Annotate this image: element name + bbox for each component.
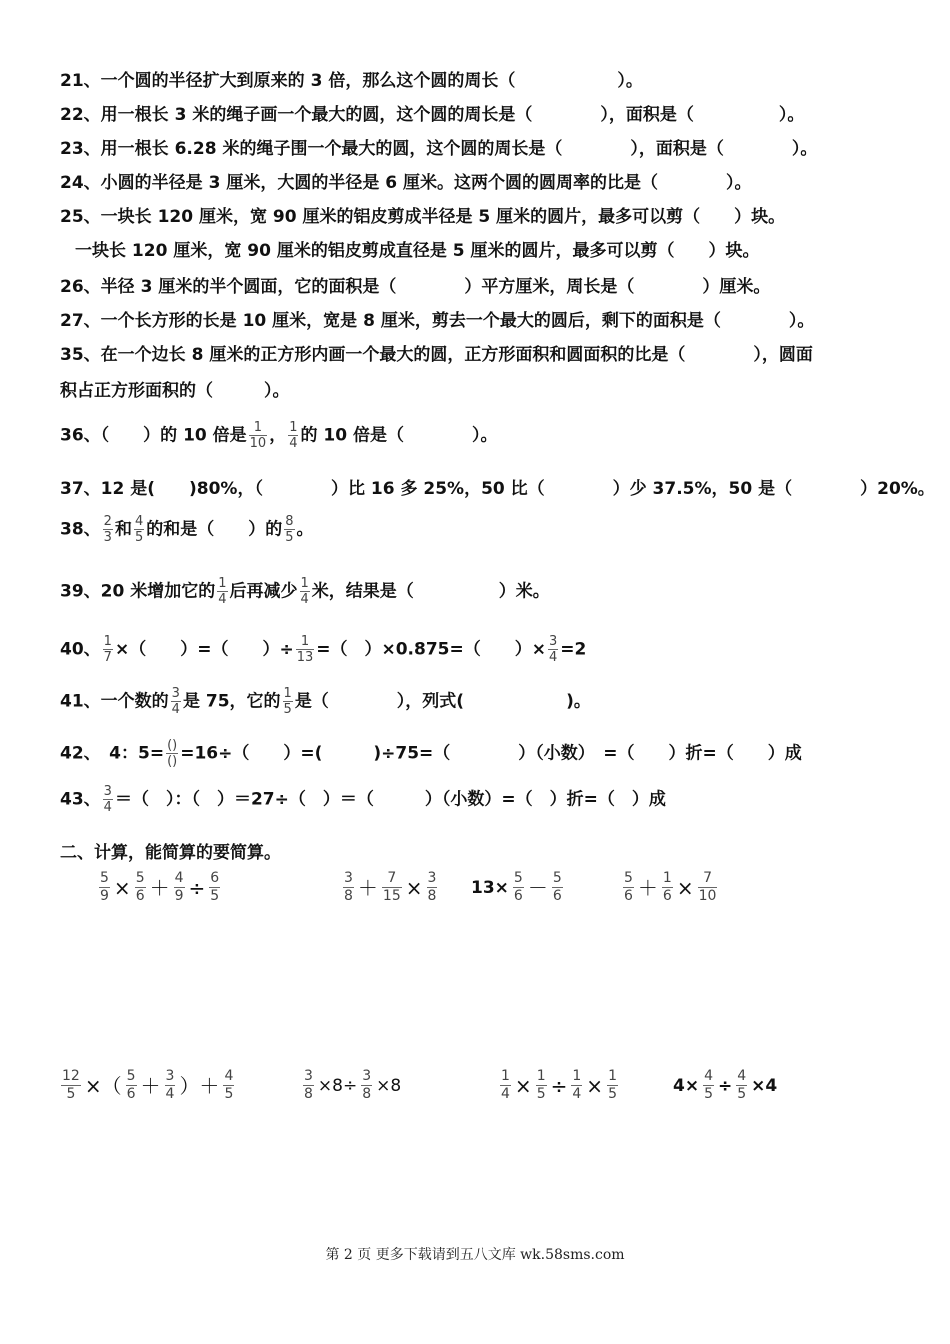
calc-expression-6 — [300, 1068, 402, 1103]
operator: ×8÷ — [317, 1075, 358, 1096]
question-35b: 积占正方形面积的（ ）。 — [60, 381, 290, 401]
fraction-8-5: $\frac{8}{5}$ — [285, 514, 294, 545]
fraction-3-4: $\frac{3}{4}$ — [171, 686, 180, 717]
fraction: $\frac{3}{4}$ — [165, 1068, 175, 1102]
fraction: $\frac{5}{6}$ — [624, 870, 633, 904]
section-heading: 二、计算，能简算的要简算。 — [60, 843, 281, 863]
fraction: $\frac{5}{6}$ — [552, 870, 562, 904]
question-39: 39、20 米增加它的 $\frac{1}{4}$ 后再减少 $\frac{1}{4}$ 米，结果是（ ）米。 — [60, 576, 550, 607]
fraction: $\frac{3}{8}$ — [362, 1068, 372, 1102]
calc-expression-7 — [497, 1068, 621, 1103]
fraction: $\frac{6}{5}$ — [210, 870, 220, 904]
fraction: $\frac{3}{8}$ — [427, 870, 437, 904]
fraction-3-4: $\frac{3}{4}$ — [103, 784, 112, 815]
question-40: 40、 $\frac{1}{7}$ ×（ ）=（ ）÷ $\frac{1}{13}$ =（ ）×0.875=（ ）× $\frac{3}{4}$ =2 — [60, 634, 587, 665]
fraction: $\frac{4}{5}$ — [737, 1068, 747, 1102]
fraction-1-7: $\frac{1}{7}$ — [103, 634, 112, 665]
fraction: $\frac{7}{10}$ — [698, 870, 717, 904]
fraction: $\frac{1}{4}$ — [572, 1068, 582, 1102]
question-42: 42、 4：5= () () =16÷（ ）=( )÷75=（ ）（小数） =（ ）折=（ ）成 — [60, 738, 802, 769]
operator: 4× — [673, 1075, 700, 1096]
operator: × — [676, 875, 694, 900]
operator: ÷ — [550, 1073, 568, 1098]
operator: ×8 — [376, 1075, 402, 1096]
operator: ）＋ — [179, 1073, 220, 1098]
question-26: 26、半径 3 厘米的半个圆面，它的面积是（ ）平方厘米，周长是（ ）厘米。 — [60, 277, 771, 297]
operator: × — [586, 1073, 604, 1098]
fraction: $\frac{7}{15}$ — [382, 870, 401, 904]
operator: ＋ — [149, 875, 170, 900]
operator: × — [113, 875, 131, 900]
fraction: $\frac{3}{8}$ — [344, 870, 353, 904]
fraction-1-10: $\frac{1}{10}$ — [249, 420, 267, 451]
operator: ×（ — [84, 1073, 122, 1098]
question-25a: 25、一块长 120 厘米，宽 90 厘米的铝皮剪成半径是 5 厘米的圆片，最多可以剪（ ）块。 — [60, 207, 786, 227]
operator: 13× — [471, 877, 509, 898]
question-35a: 35、在一个边长 8 厘米的正方形内画一个最大的圆，正方形面积和圆面积的比是（ ），圆面 — [60, 345, 813, 365]
operator: ÷ — [718, 1075, 733, 1096]
fraction-1-5: $\frac{1}{5}$ — [283, 686, 292, 717]
question-41: 41、一个数的 $\frac{3}{4}$ 是 75，它的 $\frac{1}{5}$ 是（ ），列式( )。 — [60, 686, 591, 717]
question-27: 27、一个长方形的长是 10 厘米，宽是 8 厘米，剪去一个最大的圆后，剩下的面积是（ ）。 — [60, 311, 815, 331]
operator: － — [527, 875, 548, 900]
calc-expression-4 — [620, 870, 720, 905]
calc-expression-2 — [340, 870, 440, 905]
q36-text-b: ， — [269, 425, 287, 446]
calc-expression-3 — [470, 870, 566, 905]
q36-text-c: 的 10 倍是（ ）。 — [300, 425, 498, 446]
fraction: $\frac{4}{9}$ — [174, 870, 184, 904]
question-23: 23、用一根长 6.28 米的绳子围一个最大的圆，这个圆的周长是（ ），面积是（ ）。 — [60, 139, 818, 159]
fraction: $\frac{5}{6}$ — [135, 870, 145, 904]
operator: × — [405, 875, 423, 900]
fraction-4-5: $\frac{4}{5}$ — [134, 514, 144, 545]
fraction: $\frac{3}{8}$ — [304, 1068, 313, 1102]
question-21: 21、一个圆的半径扩大到原来的 3 倍，那么这个圆的周长（ ）。 — [60, 71, 643, 91]
fraction-1-4: $\frac{1}{4}$ — [289, 420, 298, 451]
fraction-1-4: $\frac{1}{4}$ — [218, 576, 227, 607]
page-footer: 第 2 页 更多下载请到五八文库 wk.58sms.com — [325, 1247, 625, 1263]
operator: ÷ — [188, 875, 206, 900]
question-25b: 一块长 120 厘米，宽 90 厘米的铝皮剪成直径是 5 厘米的圆片，最多可以剪（ ）块。 — [75, 241, 760, 261]
operator: ×4 — [751, 1075, 778, 1096]
calc-expression-5 — [58, 1068, 237, 1103]
question-24: 24、小圆的半径是 3 厘米，大圆的半径是 6 厘米。这两个圆的圆周率的比是（ ）。 — [60, 173, 752, 193]
question-38: 38、 $\frac{2}{3}$ 和 $\frac{4}{5}$ 的和是（ ）的 $\frac{8}{5}$ 。 — [60, 514, 314, 545]
operator: ＋ — [140, 1073, 161, 1098]
fraction: $\frac{1}{4}$ — [501, 1068, 510, 1102]
calc-expression-1 — [96, 870, 223, 905]
fraction: $\frac{1}{5}$ — [536, 1068, 546, 1102]
fraction: $\frac{5}{9}$ — [100, 870, 109, 904]
question-43: 43、 $\frac{3}{4}$ ＝（ ）：（ ）＝27÷（ ）＝（ ）（小数）=（ ）折=（ ）成 — [60, 784, 666, 815]
operator: ＋ — [357, 875, 378, 900]
fraction: $\frac{12}{5}$ — [62, 1068, 80, 1102]
fraction: $\frac{1}{5}$ — [608, 1068, 617, 1102]
fraction-1-4: $\frac{1}{4}$ — [300, 576, 309, 607]
question-37: 37、12 是( )80%，（ ）比 16 多 25%，50 比（ ）少 37.5%，50 是（ ）20%。 — [60, 479, 935, 499]
question-22: 22、用一根长 3 米的绳子画一个最大的圆，这个圆的周长是（ ），面积是（ ）。 — [60, 105, 805, 125]
fraction: $\frac{5}{6}$ — [126, 1068, 136, 1102]
question-36 — [60, 420, 497, 451]
fraction-blank: () () — [167, 738, 178, 769]
operator: × — [514, 1073, 532, 1098]
q36-text-a: 36、（ ）的 10 倍是 — [60, 425, 247, 446]
fraction-3-4: $\frac{3}{4}$ — [548, 634, 558, 665]
fraction: $\frac{4}{5}$ — [704, 1068, 713, 1102]
fraction: $\frac{1}{6}$ — [662, 870, 672, 904]
fraction-1-13: $\frac{1}{13}$ — [296, 634, 314, 665]
operator: ＋ — [637, 875, 658, 900]
calc-expression-8 — [672, 1068, 778, 1103]
fraction: $\frac{5}{6}$ — [513, 870, 523, 904]
fraction: $\frac{4}{5}$ — [224, 1068, 234, 1102]
fraction-2-3: $\frac{2}{3}$ — [103, 514, 112, 545]
